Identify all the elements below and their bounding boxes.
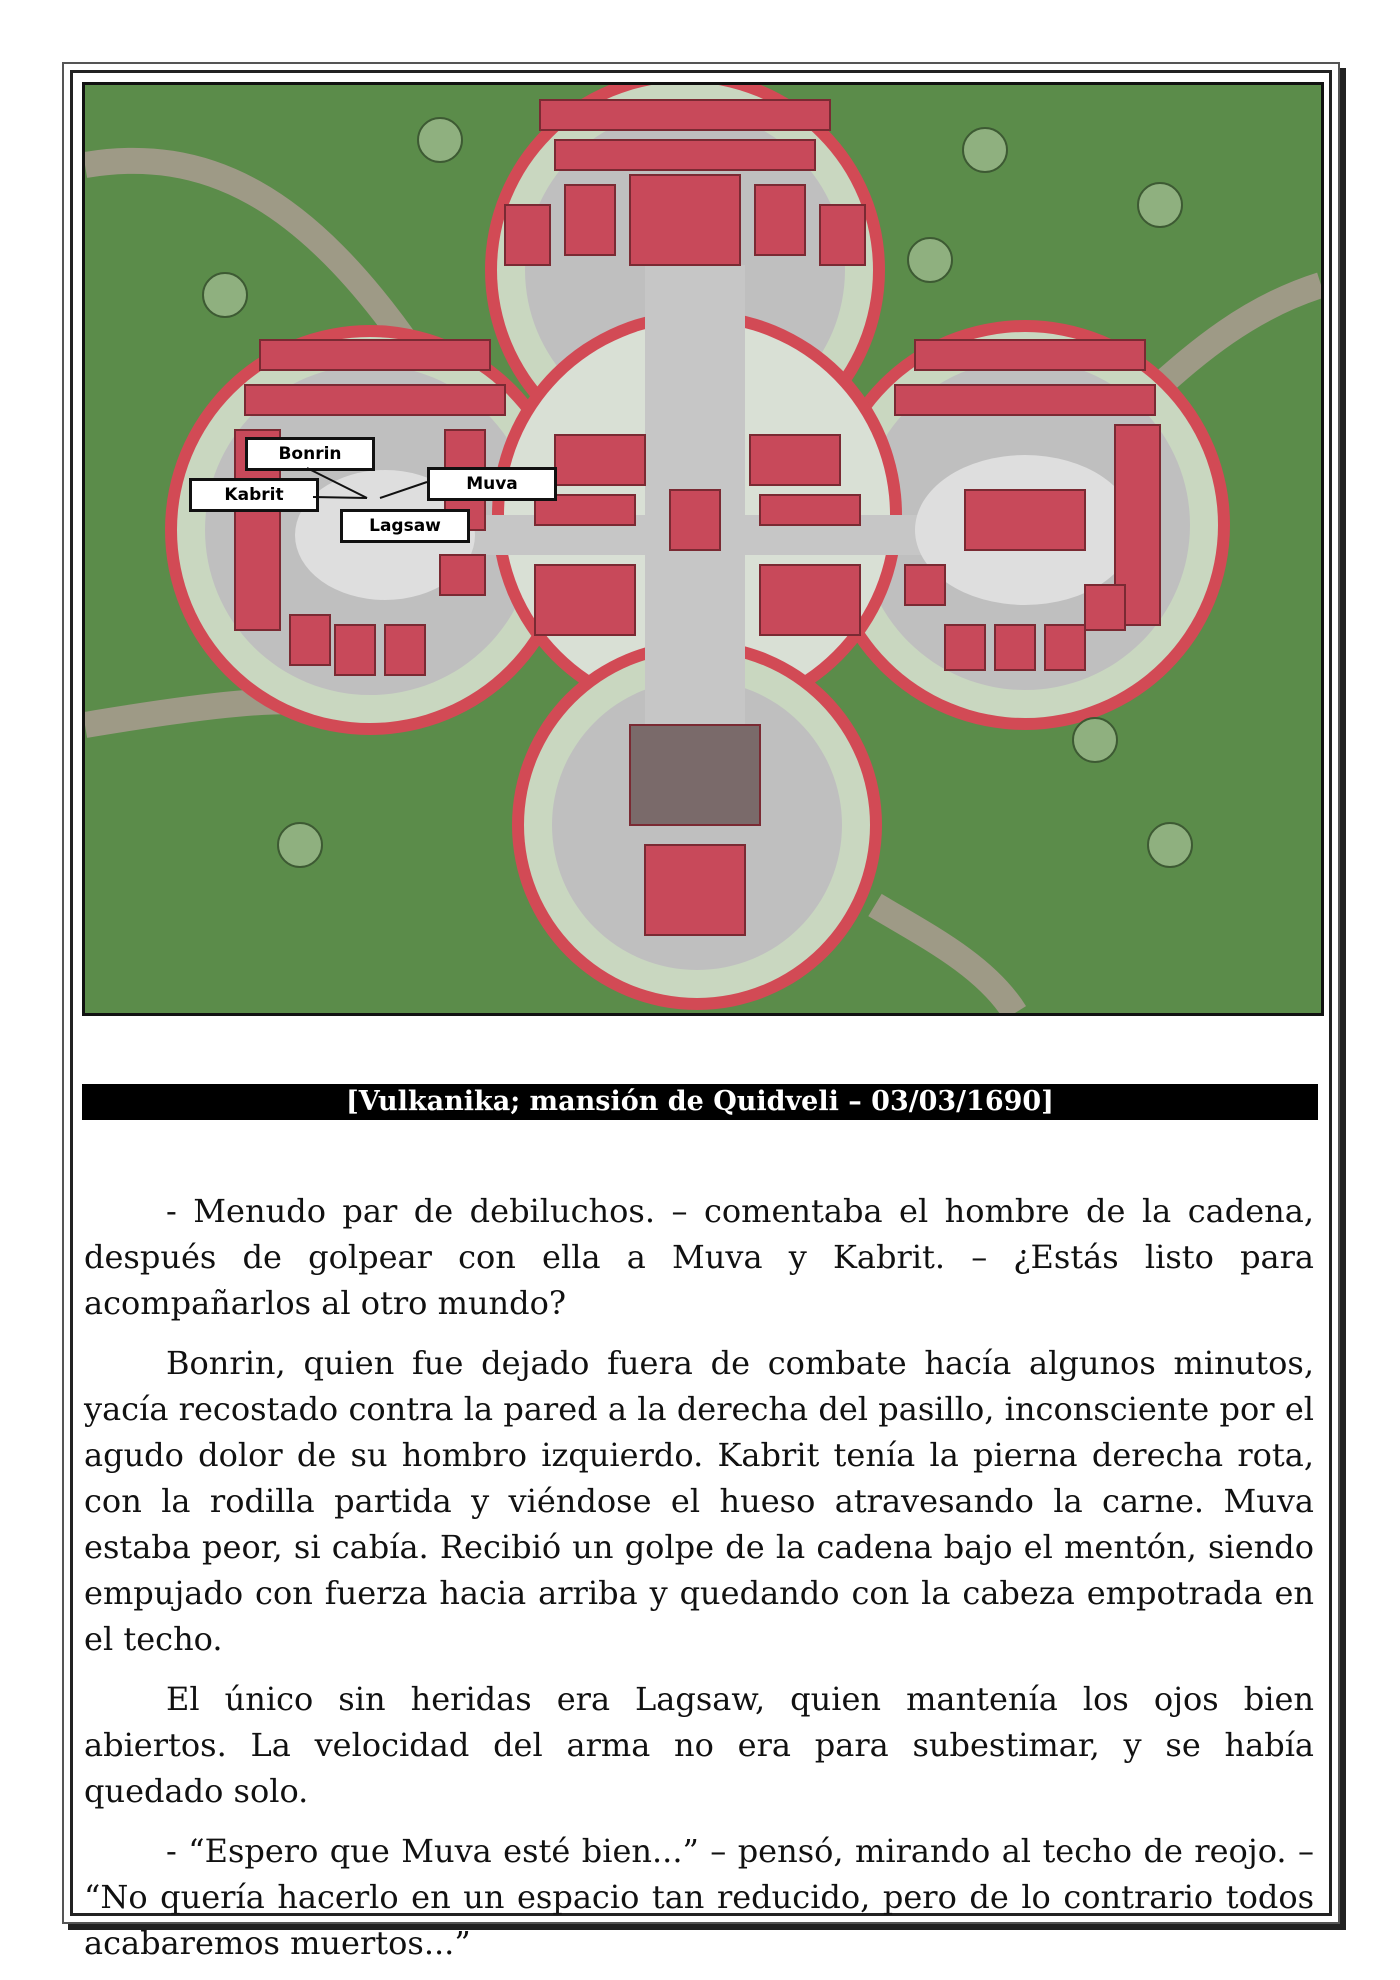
map-svg bbox=[85, 85, 1321, 1013]
paragraph: - “Espero que Muva esté bien...” – pensó, mirando al techo de reojo. – “No quería hacerlo en un espacio tan reducido, pero de lo contrario todos acabaremos muertos...” bbox=[84, 1832, 1314, 1962]
story-text bbox=[84, 1188, 1314, 1980]
paragraph: - Menudo par de debiluchos. – comentaba el hombre de la cadena, después de golpear con ella a Muva y Kabrit. – ¿Estás listo para acompañarlos al otro mundo? bbox=[84, 1192, 1314, 1322]
map-label-bonrin: Bonrin bbox=[245, 437, 375, 471]
paragraph: El único sin heridas era Lagsaw, quien mantenía los ojos bien abiertos. La velocidad del arma no era para subestimar, y se había quedado solo. bbox=[84, 1680, 1314, 1810]
map-label-lagsaw: Lagsaw bbox=[340, 509, 470, 543]
map-label-kabrit: Kabrit bbox=[189, 478, 319, 512]
paragraph: Bonrin, quien fue dejado fuera de combate hacía algunos minutos, yacía recostado contra la pared a la derecha del pasillo, inconsciente por el agudo dolor de su hombro izquierdo. Kabrit tenía la pierna derecha rota, con la rodilla partida y viéndose el hueso atravesando la carne. Muva estaba peor, si cabía. Recibió un golpe de la cadena bajo el mentón, siendo empujado con fuerza hacia arriba y quedando con la cabeza empotrada en el techo. bbox=[84, 1344, 1314, 1658]
map-label-muva: Muva bbox=[427, 467, 557, 501]
scene-caption: [Vulkanika; mansión de Quidveli – 03/03/1690] bbox=[82, 1084, 1318, 1120]
map-illustration bbox=[82, 82, 1324, 1016]
